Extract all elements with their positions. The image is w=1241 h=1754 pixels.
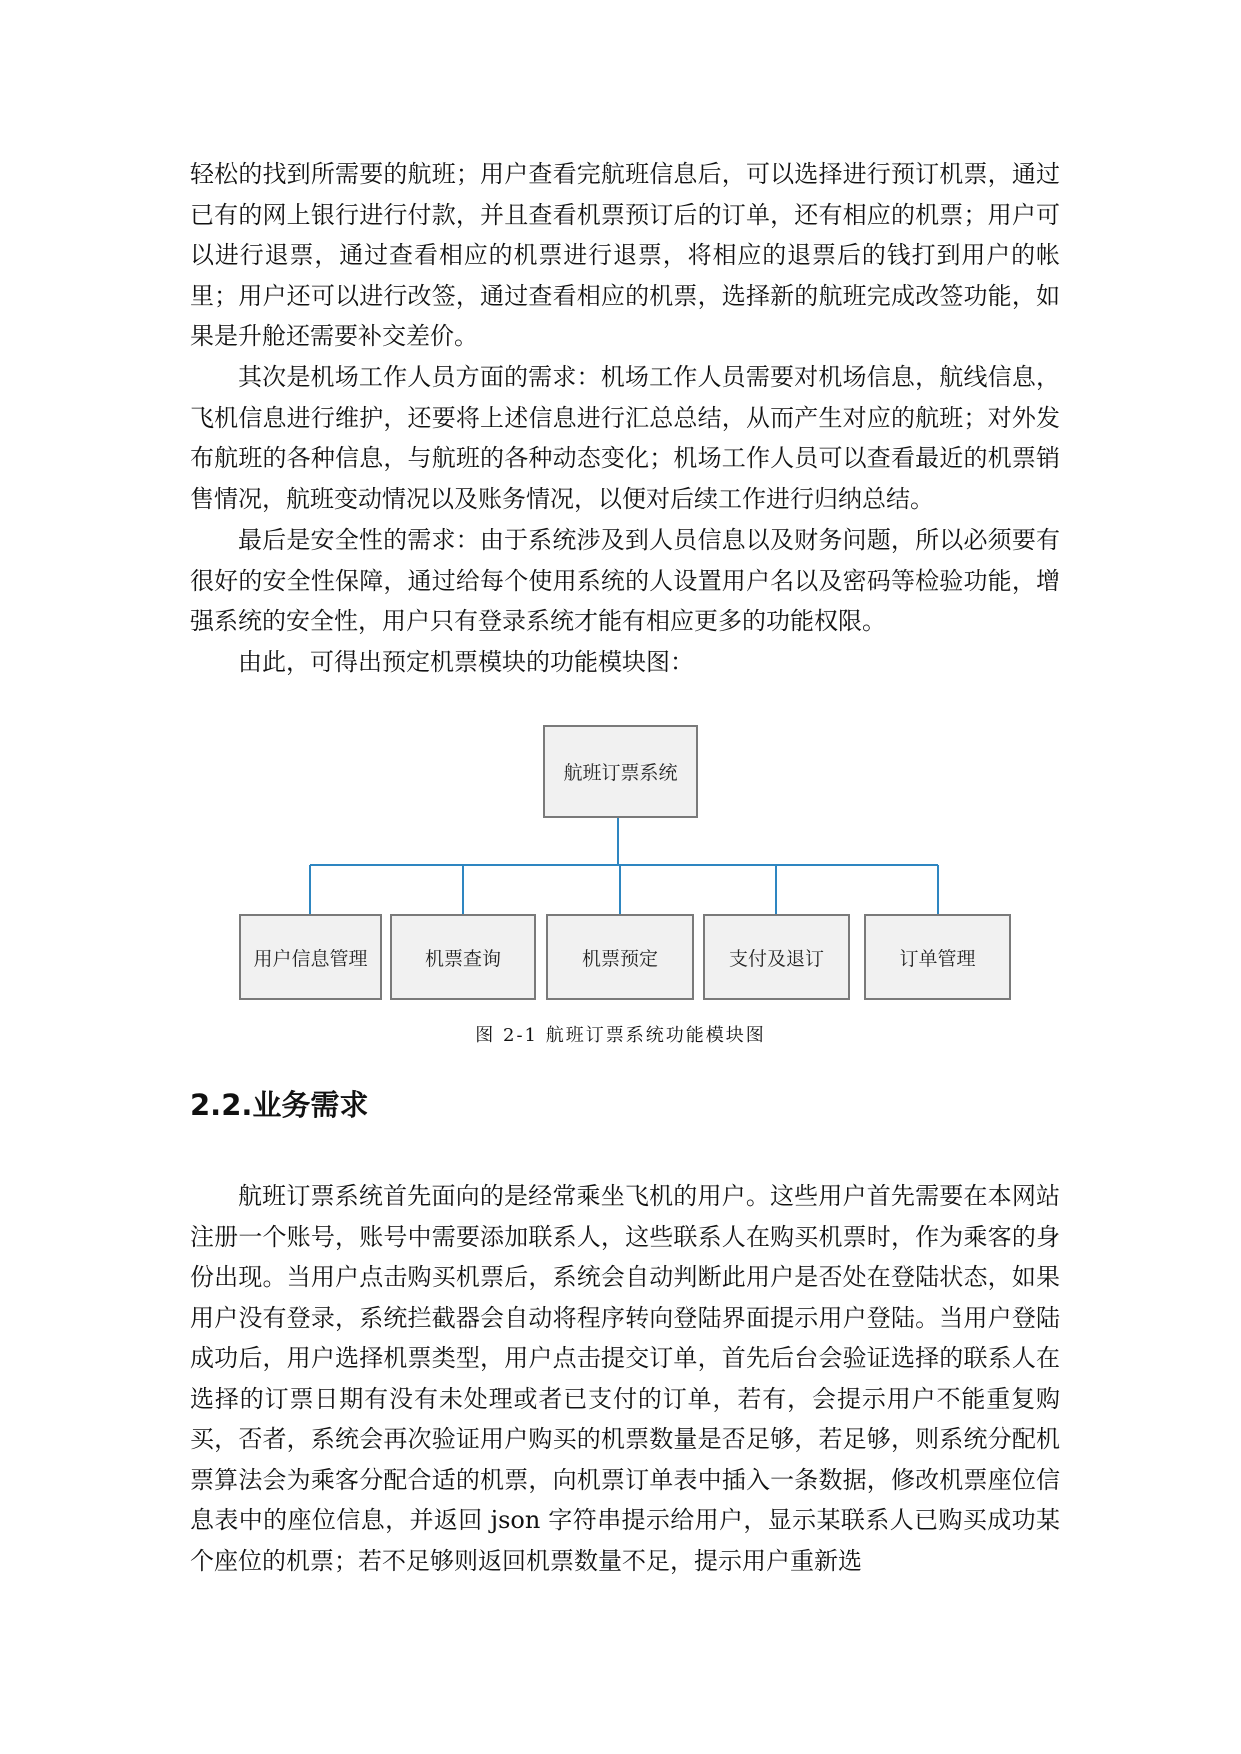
diagram-box-user-info: 用户信息管理 [239, 914, 382, 1000]
paragraph-user-functions: 轻松的找到所需要的航班；用户查看完航班信息后，可以选择进行预订机票，通过已有的网上银行进行付款，并且查看机票预订后的订单，还有相应的机票；用户可以进行退票，通过查看相应的机票进行退票，将相应的退票后的钱打到用户的帐里；用户还可以进行改签，通过查看相应的机票，选择新的航班完成改签功能，如果是升舱还需要补交差价。 [190, 160, 1060, 350]
section-heading: 2.2.业务需求 [190, 1088, 369, 1122]
diagram-box-ticket-booking: 机票预定 [546, 914, 694, 1000]
paragraph-airport-staff: 其次是机场工作人员方面的需求：机场工作人员需要对机场信息，航线信息，飞机信息进行维护，还要将上述信息进行汇总总结，从而产生对应的航班；对外发布航班的各种信息，与航班的各种动态变化；机场工作人员可以查看最近的机票销售情况，航班变动情况以及账务情况，以便对后续工作进行归纳总结。 [190, 363, 1060, 513]
diagram-root-box: 航班订票系统 [543, 725, 698, 818]
diagram-box-ticket-query: 机票查询 [390, 914, 536, 1000]
paragraph-business-requirements: 航班订票系统首先面向的是经常乘坐飞机的用户。这些用户首先需要在本网站注册一个账号，账号中需要添加联系人，这些联系人在购买机票时，作为乘客的身份出现。当用户点击购买机票后，系统会自动判断此用户是否处在登陆状态，如果用户没有登录，系统拦截器会自动将程序转向登陆界面提示用户登陆。当用户登陆成功后，用户选择机票类型，用户点击提交订单，首先后台会验证选择的联系人在选择的订票日期有没有未处理或者已支付的订单，若有，会提示用户不能重复购买，否者，系统会再次验证用户购买的机票数量是否足够，若足够，则系统分配机票算法会为乘客分配合适的机票，向机票订单表中插入一条数据，修改机票座位信息表中的座位信息，并返回 json 字符串提示给用户，显示某联系人已购买成功某个座位的机票；若不足够则返回机票数量不足，提示用户重新选 [190, 1182, 1060, 1575]
paragraph-diagram-intro: 由此，可得出预定机票模块的功能模块图： [238, 648, 694, 676]
paragraph-security: 最后是安全性的需求：由于系统涉及到人员信息以及财务问题，所以必须要有很好的安全性保障，通过给每个使用系统的人设置用户名以及密码等检验功能，增强系统的安全性，用户只有登录系统才能有相应更多的功能权限。 [190, 526, 1060, 635]
diagram-box-payment-refund: 支付及退订 [703, 914, 850, 1000]
diagram-box-order-management: 订单管理 [864, 914, 1011, 1000]
figure-caption: 图 2-1 航班订票系统功能模块图 [475, 1025, 766, 1046]
